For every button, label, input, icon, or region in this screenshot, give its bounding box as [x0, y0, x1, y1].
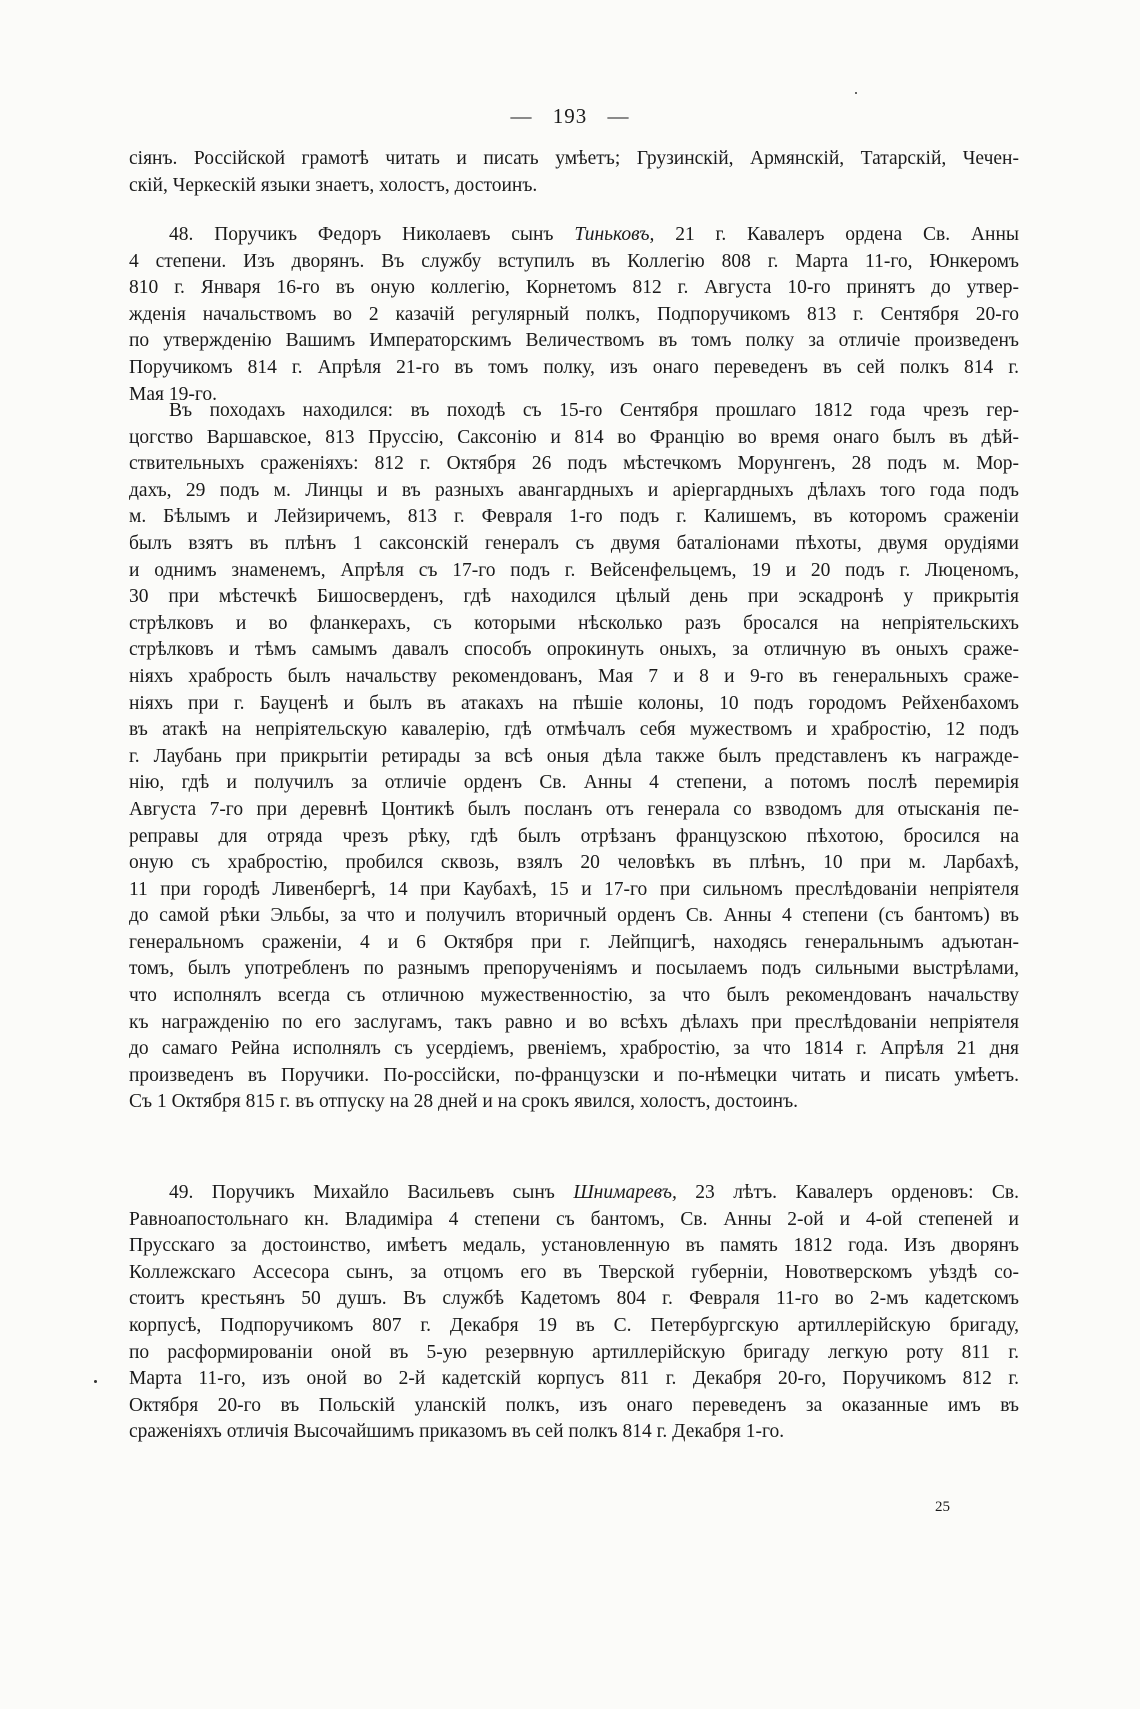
entry-49-surname: Шнимаревъ,: [573, 1182, 677, 1203]
text-line: Коллежскаго Ассесора сынъ, за отцомъ его въ Тверской губерніи, Новотверскомъ уѣздѣ со-: [129, 1261, 1019, 1283]
text-line: сіянъ. Россійской грамотѣ читать и писать умѣетъ; Грузинскій, Армянскій, Татарскій, Чечен-: [129, 148, 1019, 169]
text-line: генеральномъ сраженіи, 4 и 6 Октября при г. Лейпцигѣ, находясь генеральнымъ адъютан-: [129, 931, 1019, 953]
entry-49-tail: 23 лѣтъ. Кавалеръ орденовъ: Св.: [676, 1182, 1020, 1203]
text-line: Поручикомъ 814 г. Апрѣля 21-го въ томъ полку, изъ онаго переведенъ въ сей полкъ 814 г.: [129, 356, 1019, 378]
text-line: корпусѣ, Подпоручикомъ 807 г. Декабря 19 въ С. Петербургскую артиллерійскую бригаду,: [129, 1314, 1019, 1336]
entry-48-lead: 48. Поручикъ Федоръ Николаевъ сынъ: [169, 224, 575, 245]
text-line: цогство Варшавское, 813 Пруссію, Саксонію и 814 во Францію во время онаго былъ въ дѣй-: [129, 426, 1019, 448]
text-line: 30 при мѣстечкѣ Бишосверденъ, гдѣ находился цѣлый день при эскадронѣ у прикрытія: [129, 586, 1019, 608]
text-line: былъ взятъ въ плѣнъ 1 саксонскій генералъ съ двумя баталіонами пѣхоты, двумя орудіями: [129, 532, 1019, 554]
text-line: дахъ, 29 подъ м. Линцы и въ разныхъ авангардныхъ и аріергардныхъ дѣлахъ того года подъ: [129, 479, 1019, 501]
entry-48: [129, 222, 1019, 408]
text-line: ніяхъ храбрость былъ начальству рекомендованъ, Мая 7 и 8 и 9-го въ генеральныхъ сраже-: [129, 665, 1019, 687]
text-line: 810 г. Января 16-го въ оную коллегію, Корнетомъ 812 г. Августа 10-го принятъ до утвер-: [129, 277, 1019, 299]
text-line: до самаго Рейна исполнялъ съ усердіемъ, рвеніемъ, храбростію, за что 1814 г. Апрѣля 21 дня: [129, 1038, 1019, 1060]
text-line: Прусскаго за достоинство, имѣетъ медаль, установленную въ память 1812 года. Изъ дворянъ: [129, 1235, 1019, 1257]
signature-mark: 25: [935, 1499, 950, 1515]
text-line: стрѣлковъ и тѣмъ самымъ давалъ способъ опрокинуть оныхъ, за отличную въ оныхъ сраже-: [129, 639, 1019, 661]
text-line: м. Бѣлымъ и Лейзиричемъ, 813 г. Февраля 1-го подъ г. Калишемъ, въ которомъ сраженіи: [129, 506, 1019, 528]
text-line: Октября 20-го въ Польскій уланскій полкъ, изъ онаго переведенъ за оказанные имъ въ: [129, 1394, 1019, 1416]
page-header: [0, 104, 1140, 129]
text-line: томъ, былъ употребленъ по разнымъ препорученіямъ и посылаемъ подъ сильными выстрѣлами,: [129, 958, 1019, 980]
text-line: къ награжденію по его заслугамъ, такъ равно и во всѣхъ дѣлахъ при преслѣдованіи непріятеля: [129, 1011, 1019, 1033]
header-dash-right: —: [607, 104, 630, 128]
text-line: произведенъ въ Поручики. По-россійски, по-французски и по-нѣмецки читать и писать умѣетъ.: [129, 1064, 1019, 1086]
text-line: Мая 19-го.: [129, 383, 217, 405]
text-line: нію, гдѣ и получилъ за отличіе орденъ Св. Анны 4 степени, а потомъ послѣ перемирія: [129, 772, 1019, 794]
text-line: Равноапостольнаго кн. Владиміра 4 степени съ бантомъ, Св. Анны 2-ой и 4-ой степеней и: [129, 1208, 1019, 1230]
text-line: по расформированіи оной въ 5-ую резервную артиллерійскую бригаду легкую роту 811 г.: [129, 1341, 1019, 1363]
entry-49: [129, 1180, 1019, 1446]
text-line: ствительныхъ сраженіяхъ: 812 г. Октября 26 подъ мѣстечкомъ Морунгенъ, 28 подъ м. Мор-: [129, 453, 1019, 475]
entry-49-lead: 49. Поручикъ Михайло Васильевъ сынъ: [169, 1182, 574, 1203]
text-line: стрѣлковъ и во фланкерахъ, съ которыми нѣсколько разъ бросался на непріятельскихъ: [129, 612, 1019, 634]
text-line: Въ походахъ находился: въ походѣ съ 15-го Сентября прошлаго 1812 года чрезъ гер-: [169, 400, 1019, 421]
text-line: 4 степени. Изъ дворянъ. Въ службу вступилъ въ Коллегію 808 г. Марта 11-го, Юнкеромъ: [129, 250, 1019, 272]
margin-speck: [855, 92, 857, 94]
page-number: 193: [552, 104, 588, 128]
intro-paragraph: [129, 146, 1019, 199]
entry-48-surname: Тиньковъ,: [574, 224, 655, 245]
text-line: 11 при городѣ Ливенбергѣ, 14 при Каубахѣ, 15 и 17-го при сильномъ преслѣдованіи непріятеля: [129, 878, 1019, 900]
entry-48-campaigns: [129, 398, 1019, 1116]
text-line: и однимъ знаменемъ, Апрѣля съ 17-го подъ г. Вейсенфельцемъ, 19 и 20 подъ г. Люценомъ,: [129, 559, 1019, 581]
entry-49-first-line: [129, 1180, 1019, 1207]
text-line: Августа 7-го при деревнѣ Цонтикѣ былъ посланъ отъ генерала со взводомъ для отысканія пе-: [129, 798, 1019, 820]
text-line: реправы для отряда чрезъ рѣку, гдѣ былъ отрѣзанъ французскою пѣхотою, бросился на: [129, 825, 1019, 847]
text-line: до самой рѣки Эльбы, за что и получилъ вторичный орденъ Св. Анны 4 степени (съ бантомъ) въ: [129, 905, 1019, 927]
text-line: оную съ храбростію, пробился сквозь, взялъ 20 человѣкъ въ плѣнъ, 10 при м. Ларбахѣ,: [129, 852, 1019, 874]
margin-speck: [94, 1380, 97, 1383]
entry-48-tail: 21 г. Кавалеръ ордена Св. Анны: [654, 224, 1019, 245]
text-line: Марта 11-го, изъ оной во 2-й кадетскій корпусъ 811 г. Декабря 20-го, Поручикомъ 812 г.: [129, 1368, 1019, 1390]
text-line: Съ 1 Октября 815 г. въ отпуску на 28 дней и на срокъ явился, холостъ, достоинъ.: [129, 1091, 799, 1113]
text-line: скій, Черкескій языки знаетъ, холостъ, достоинъ.: [129, 174, 538, 196]
text-line: стоитъ крестьянъ 50 душъ. Въ службѣ Кадетомъ 804 г. Февраля 11-го во 2-мъ кадетскомъ: [129, 1288, 1019, 1310]
text-line: по утвержденію Вашимъ Императорскимъ Величествомъ въ томъ полку за отличіе произведенъ: [129, 330, 1019, 352]
text-line: что исполнялъ всегда съ отличною мужественностію, за что былъ рекомендованъ начальству: [129, 985, 1019, 1007]
text-line: ніяхъ при г. Бауценѣ и былъ въ атакахъ на пѣшіе колоны, 10 подъ городомъ Рейхенбахомъ: [129, 692, 1019, 714]
text-line: въ атакѣ на непріятельскую кавалерію, гдѣ отмѣчалъ себя мужествомъ и храбростію, 12 подъ: [129, 719, 1019, 741]
header-dash-left: —: [510, 104, 533, 128]
text-line: г. Лаубань при прикрытіи ретирады за всѣ оныя дѣла также былъ представленъ къ награжде-: [129, 745, 1019, 767]
entry-48-first-line: [129, 222, 1019, 249]
text-line: жденія начальствомъ во 2 казачій регулярный полкъ, Подпоручикомъ 813 г. Сентября 20-го: [129, 303, 1019, 325]
text-line: сраженіяхъ отличія Высочайшимъ приказомъ въ сей полкъ 814 г. Декабря 1-го.: [129, 1421, 785, 1443]
